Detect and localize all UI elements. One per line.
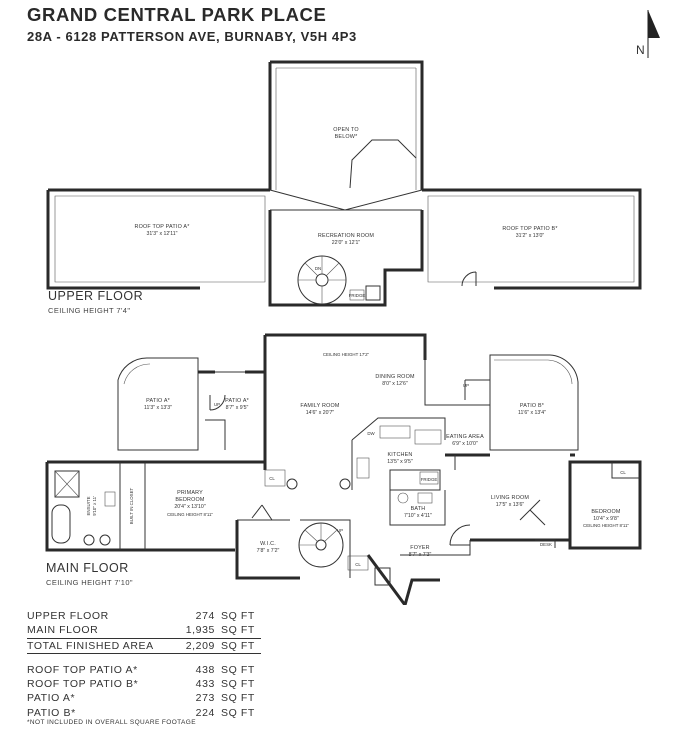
area-label: TOTAL FINISHED AREA xyxy=(27,638,172,653)
bedroom-dim: 10'4" x 9'8" xyxy=(593,516,619,522)
dishwasher-label: DW xyxy=(367,431,375,436)
main-floor-plan xyxy=(47,335,640,605)
family-ceiling-height: CEILING HEIGHT 17'2" xyxy=(322,352,370,357)
plan-address: 28A - 6128 PATTERSON AVE, BURNABY, V5H 4P3 xyxy=(27,29,357,44)
bath-label: BATH xyxy=(410,506,426,512)
upper-floor-ceiling: CEILING HEIGHT 7'4" xyxy=(48,306,131,315)
area-row-total xyxy=(27,638,261,653)
patio-a-small-dim: 8'7" x 9'5" xyxy=(225,405,249,411)
ensuite-dim: 9'10" x 11' xyxy=(92,496,97,516)
area-label: UPPER FLOOR xyxy=(27,610,109,622)
patio-a-large-dim: 11'3" x 13'3" xyxy=(143,405,173,411)
family-room-label: FAMILY ROOM xyxy=(300,403,340,409)
stairs-up-label-1: UP xyxy=(213,402,221,407)
stairs-up-label-2: UP xyxy=(462,383,470,388)
living-room-dim: 17'5" x 13'6" xyxy=(495,502,525,508)
area-value: 224 xyxy=(195,706,215,719)
roof-patio-b-dim: 31'2" x 13'0" xyxy=(515,233,545,239)
area-value: 433 xyxy=(195,678,215,691)
area-label: ROOF TOP PATIO B* xyxy=(27,678,139,691)
recreation-room-dim: 22'0" x 12'1" xyxy=(331,240,361,246)
plan-title: GRAND CENTRAL PARK PLACE xyxy=(27,4,327,25)
patio-a-small-label: PATIO A* xyxy=(225,398,249,404)
area-row xyxy=(27,677,261,691)
roof-patio-a-label: ROOF TOP PATIO A* xyxy=(134,224,190,230)
area-label: PATIO B* xyxy=(27,706,76,719)
ensuite-label: ENSUITE xyxy=(86,496,91,516)
eating-area-label: EATING AREA xyxy=(446,434,484,440)
area-unit: SQ FT xyxy=(221,610,255,622)
stairs-up-label-3: UP xyxy=(336,528,344,533)
bath-dim: 7'10" x 4'11" xyxy=(403,513,433,519)
upper-floor-label: UPPER FLOOR xyxy=(48,289,144,303)
bedroom-ceiling: CEILING HEIGHT 8'11" xyxy=(583,523,629,528)
area-summary-table xyxy=(27,609,261,720)
footnote: *NOT INCLUDED IN OVERALL SQUARE FOOTAGE xyxy=(27,719,196,726)
area-value: 1,935 xyxy=(172,623,221,638)
primary-bedroom-ceiling: CEILING HEIGHT 8'11" xyxy=(167,512,213,517)
upper-floor-plan xyxy=(48,62,640,305)
closet-label-3: CL xyxy=(620,470,626,475)
foyer-dim: 8'7" x 7'3" xyxy=(408,552,432,558)
area-unit: SQ FT xyxy=(221,663,255,676)
area-value: 438 xyxy=(195,663,215,676)
area-row xyxy=(27,609,261,623)
primary-bedroom-label-2: BEDROOM xyxy=(175,497,205,503)
north-arrow-icon xyxy=(636,10,660,58)
open-to-below-label-2: BELOW* xyxy=(334,134,358,140)
area-row xyxy=(27,623,261,638)
family-room-dim: 14'6" x 20'7" xyxy=(305,410,335,416)
patio-b-dim: 11'6" x 13'4" xyxy=(517,410,547,416)
area-label: PATIO A* xyxy=(27,692,76,705)
area-unit: SQ FT xyxy=(221,706,255,719)
main-fridge-label: FRIDGE xyxy=(420,477,438,482)
wic-dim: 7'8" x 7'2" xyxy=(256,548,280,554)
area-unit: SQ FT xyxy=(221,678,255,691)
compass-label: N xyxy=(636,43,645,57)
area-row xyxy=(27,706,261,720)
wic-label: W.I.C. xyxy=(260,541,276,547)
area-label: MAIN FLOOR xyxy=(27,623,172,638)
roof-patio-b-label: ROOF TOP PATIO B* xyxy=(502,226,558,232)
closet-label-1: CL xyxy=(269,476,275,481)
kitchen-label: KITCHEN xyxy=(387,452,413,458)
recreation-room-label: RECREATION ROOM xyxy=(317,233,375,239)
patio-b-label: PATIO B* xyxy=(519,403,545,409)
area-label: ROOF TOP PATIO A* xyxy=(27,663,138,676)
area-unit: SQ FT xyxy=(221,623,261,638)
dining-room-label: DINING ROOM xyxy=(375,374,415,380)
kitchen-dim: 13'5" x 9'5" xyxy=(387,459,413,465)
dining-room-dim: 8'0" x 12'6" xyxy=(382,381,408,387)
area-unit: SQ FT xyxy=(221,638,261,653)
built-in-closet-label: BUILT IN CLOSET xyxy=(129,487,134,525)
primary-bedroom-label: PRIMARY xyxy=(177,490,203,496)
foyer-label: FOYER xyxy=(410,545,430,551)
area-value: 2,209 xyxy=(172,638,221,653)
upper-fridge-label: FRIDGE xyxy=(348,293,366,298)
area-row xyxy=(27,663,261,677)
desk-label: DESK xyxy=(540,542,552,547)
upper-stairs-down-label: DN xyxy=(314,266,322,271)
patio-a-large-label: PATIO A* xyxy=(146,398,170,404)
eating-area-dim: 6'9" x 10'0" xyxy=(452,441,478,447)
area-value: 274 xyxy=(195,610,215,622)
area-value: 273 xyxy=(195,692,215,705)
bedroom-label: BEDROOM xyxy=(591,509,621,515)
area-unit: SQ FT xyxy=(221,692,255,705)
living-room-label: LIVING ROOM xyxy=(490,495,530,501)
open-to-below-label: OPEN TO xyxy=(333,127,359,133)
roof-patio-a-dim: 31'3" x 12'11" xyxy=(146,231,178,237)
primary-bedroom-dim: 20'4" x 13'10" xyxy=(174,504,206,510)
closet-label-2: CL xyxy=(355,562,361,567)
main-floor-ceiling: CEILING HEIGHT 7'10" xyxy=(46,578,133,587)
main-floor-label: MAIN FLOOR xyxy=(46,561,129,575)
area-row xyxy=(27,691,261,705)
